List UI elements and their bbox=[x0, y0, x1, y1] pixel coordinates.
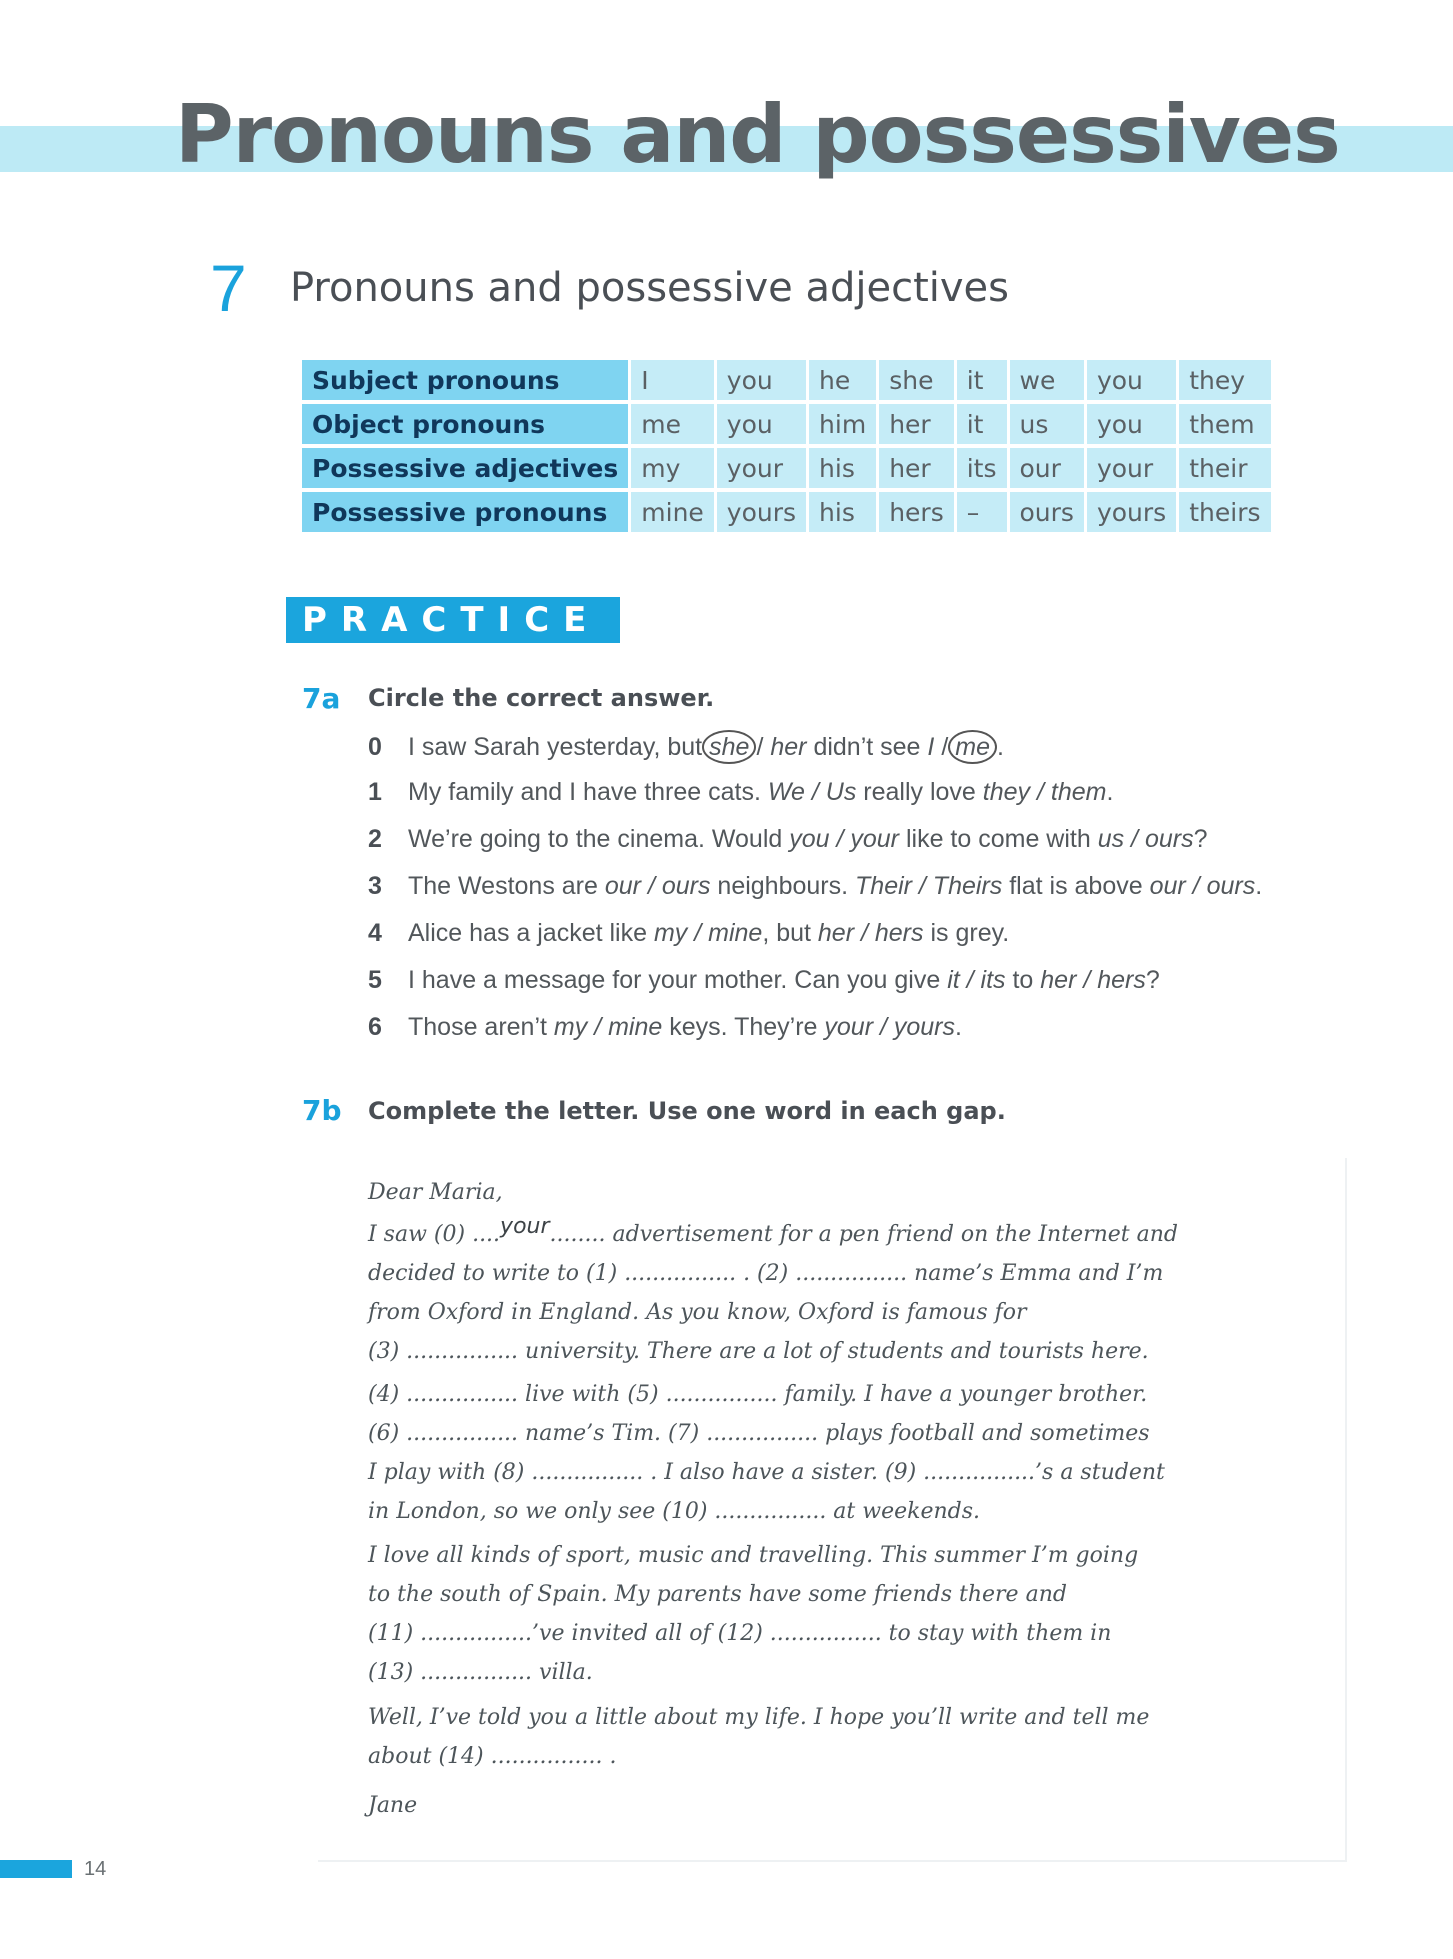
item-text: Alice has a jacket like bbox=[408, 919, 654, 947]
pronoun-cell: you bbox=[717, 360, 809, 400]
pronoun-row bbox=[302, 404, 1274, 444]
letter-line: about (14) ................ . bbox=[368, 1744, 617, 1769]
option-text: our / ours bbox=[1149, 872, 1256, 900]
pronoun-row-label: Possessive adjectives bbox=[302, 448, 631, 488]
pronoun-cell: yours bbox=[1087, 492, 1179, 532]
pronoun-cell: you bbox=[1087, 404, 1179, 444]
pronoun-cell: it bbox=[957, 360, 1010, 400]
pronoun-cell: hers bbox=[879, 492, 957, 532]
item-text: didn’t see bbox=[806, 733, 928, 761]
practice-banner: PRACTICE bbox=[286, 597, 620, 643]
pronoun-cell: your bbox=[717, 448, 809, 488]
letter-line: (6) ................ name’s Tim. (7) ................ plays football and sometimes bbox=[368, 1421, 1150, 1446]
pronoun-cell: we bbox=[1010, 360, 1087, 400]
option-text: her / hers bbox=[817, 919, 924, 947]
option-text: us / ours bbox=[1097, 825, 1194, 853]
circled-answer: me bbox=[948, 730, 997, 764]
item-text: ? bbox=[1145, 966, 1160, 994]
pronoun-cell: you bbox=[1087, 360, 1179, 400]
pronoun-cell: their bbox=[1179, 448, 1273, 488]
page-number: 14 bbox=[84, 1858, 107, 1880]
option-text: I bbox=[927, 733, 935, 761]
handwritten-answer: your bbox=[500, 1214, 550, 1239]
item-text: / bbox=[756, 733, 771, 761]
item-text: . bbox=[1106, 778, 1114, 806]
page-number-bar bbox=[0, 1860, 72, 1878]
item-text: flat is above bbox=[1002, 872, 1150, 900]
item-text: is grey. bbox=[923, 919, 1010, 947]
item-number: 3 bbox=[368, 872, 382, 900]
section-number: 7 bbox=[210, 251, 247, 325]
pronoun-cell: she bbox=[879, 360, 957, 400]
item-text: . bbox=[997, 733, 1004, 761]
item-text: The Westons are bbox=[408, 872, 605, 900]
letter-line: I play with (8) ................ . I also have a sister. (9) ................’s a student bbox=[368, 1460, 1165, 1485]
option-text: We / Us bbox=[767, 778, 857, 806]
item-text: Those aren’t bbox=[408, 1013, 554, 1041]
option-text: our / ours bbox=[604, 872, 711, 900]
pronoun-cell: them bbox=[1179, 404, 1273, 444]
letter-line: decided to write to (1) ................ . (2) ................ name’s Emma and I’m bbox=[368, 1261, 1164, 1286]
exercise-item-4 bbox=[368, 919, 1009, 948]
page-title: Pronouns and possessives bbox=[175, 88, 1340, 181]
pronoun-cell: me bbox=[631, 404, 717, 444]
pronoun-row bbox=[302, 492, 1274, 532]
option-text: you / your bbox=[789, 825, 900, 853]
option-text: her / hers bbox=[1040, 966, 1146, 994]
exercise-7b-number: 7b bbox=[302, 1094, 342, 1127]
pronoun-table bbox=[302, 356, 1274, 536]
item-text: , but bbox=[762, 919, 818, 947]
item-text: keys. They’re bbox=[662, 1013, 825, 1041]
letter-text: advertisement for a pen friend on the Internet and bbox=[612, 1222, 1178, 1247]
option-text: her bbox=[770, 733, 807, 761]
item-text: / bbox=[934, 733, 949, 761]
pronoun-row-label: Subject pronouns bbox=[302, 360, 631, 400]
letter-line: (13) ................ villa. bbox=[368, 1660, 593, 1685]
exercise-item-0 bbox=[368, 730, 1004, 764]
pronoun-cell: theirs bbox=[1179, 492, 1273, 532]
exercise-item-5 bbox=[368, 966, 1160, 995]
pronoun-row bbox=[302, 448, 1274, 488]
pronoun-row-label: Possessive pronouns bbox=[302, 492, 631, 532]
item-text: really love bbox=[856, 778, 983, 806]
exercise-7a-number: 7a bbox=[302, 682, 341, 715]
pronoun-cell: ours bbox=[1010, 492, 1087, 532]
pronoun-cell: its bbox=[957, 448, 1010, 488]
letter-line: to the south of Spain. My parents have some friends there and bbox=[368, 1582, 1067, 1607]
option-text: my / mine bbox=[653, 919, 763, 947]
item-number: 2 bbox=[368, 825, 382, 853]
circled-answer: she bbox=[702, 730, 756, 764]
item-text: to bbox=[1005, 966, 1041, 994]
exercise-item-1 bbox=[368, 778, 1113, 807]
letter-line: (3) ................ university. There are a lot of students and tourists here. bbox=[368, 1339, 1149, 1364]
section-title: Pronouns and possessive adjectives bbox=[290, 265, 1009, 311]
letter-line-example bbox=[368, 1214, 1178, 1247]
item-text: . bbox=[955, 1013, 962, 1041]
letter-line: (11) ................’ve invited all of (12) ................ to stay with them in bbox=[368, 1621, 1112, 1646]
letter-line: I love all kinds of sport, music and travelling. This summer I’m going bbox=[368, 1543, 1139, 1568]
exercise-7b-instruction: Complete the letter. Use one word in each gap. bbox=[368, 1097, 1006, 1125]
option-text: your / yours bbox=[824, 1013, 955, 1041]
item-text: ? bbox=[1193, 825, 1208, 853]
item-number: 0 bbox=[368, 733, 382, 761]
pronoun-cell: our bbox=[1010, 448, 1087, 488]
option-text: Their / Theirs bbox=[855, 872, 1003, 900]
item-text: like to come with bbox=[899, 825, 1098, 853]
pronoun-cell: him bbox=[809, 404, 879, 444]
pronoun-cell: us bbox=[1010, 404, 1087, 444]
exercise-item-2 bbox=[368, 825, 1207, 854]
pronoun-cell: you bbox=[717, 404, 809, 444]
option-text: it / its bbox=[947, 966, 1006, 994]
letter-line: Dear Maria, bbox=[368, 1180, 503, 1205]
letter-line: (4) ................ live with (5) ................ family. I have a younger brother. bbox=[368, 1382, 1148, 1407]
letter-text: ........ bbox=[549, 1222, 606, 1247]
item-number: 1 bbox=[368, 778, 382, 806]
item-text: neighbours. bbox=[710, 872, 856, 900]
pronoun-cell: your bbox=[1087, 448, 1179, 488]
option-text: they / them bbox=[982, 778, 1107, 806]
pronoun-row-label: Object pronouns bbox=[302, 404, 631, 444]
pronoun-cell: – bbox=[957, 492, 1010, 532]
pronoun-cell: it bbox=[957, 404, 1010, 444]
letter-text: I saw (0) .... bbox=[368, 1222, 501, 1247]
option-text: my / mine bbox=[553, 1013, 663, 1041]
exercise-7a-instruction: Circle the correct answer. bbox=[368, 684, 715, 712]
item-text: We’re going to the cinema. Would bbox=[408, 825, 790, 853]
exercise-item-6 bbox=[368, 1013, 962, 1042]
item-text: I have a message for your mother. Can you give bbox=[408, 966, 948, 994]
pronoun-cell: I bbox=[631, 360, 717, 400]
pronoun-cell: they bbox=[1179, 360, 1273, 400]
section-heading bbox=[210, 250, 1009, 326]
letter-line: Well, I’ve told you a little about my life. I hope you’ll write and tell me bbox=[368, 1705, 1150, 1730]
letter-line: from Oxford in England. As you know, Oxford is famous for bbox=[368, 1300, 1027, 1325]
item-text: . bbox=[1255, 872, 1263, 900]
pronoun-cell: mine bbox=[631, 492, 717, 532]
exercise-item-3 bbox=[368, 872, 1262, 901]
item-number: 6 bbox=[368, 1013, 382, 1041]
pronoun-cell: he bbox=[809, 360, 879, 400]
item-text: My family and I have three cats. bbox=[408, 778, 768, 806]
letter-line: in London, so we only see (10) ................ at weekends. bbox=[368, 1499, 981, 1524]
pronoun-cell: his bbox=[809, 492, 879, 532]
pronoun-cell: yours bbox=[717, 492, 809, 532]
pronoun-cell: her bbox=[879, 404, 957, 444]
pronoun-cell: her bbox=[879, 448, 957, 488]
item-text: I saw Sarah yesterday, but bbox=[408, 733, 703, 761]
pronoun-cell: my bbox=[631, 448, 717, 488]
pronoun-cell: his bbox=[809, 448, 879, 488]
letter-signature: Jane bbox=[368, 1793, 418, 1818]
pronoun-row bbox=[302, 360, 1274, 400]
item-number: 5 bbox=[368, 966, 382, 994]
item-number: 4 bbox=[368, 919, 382, 947]
